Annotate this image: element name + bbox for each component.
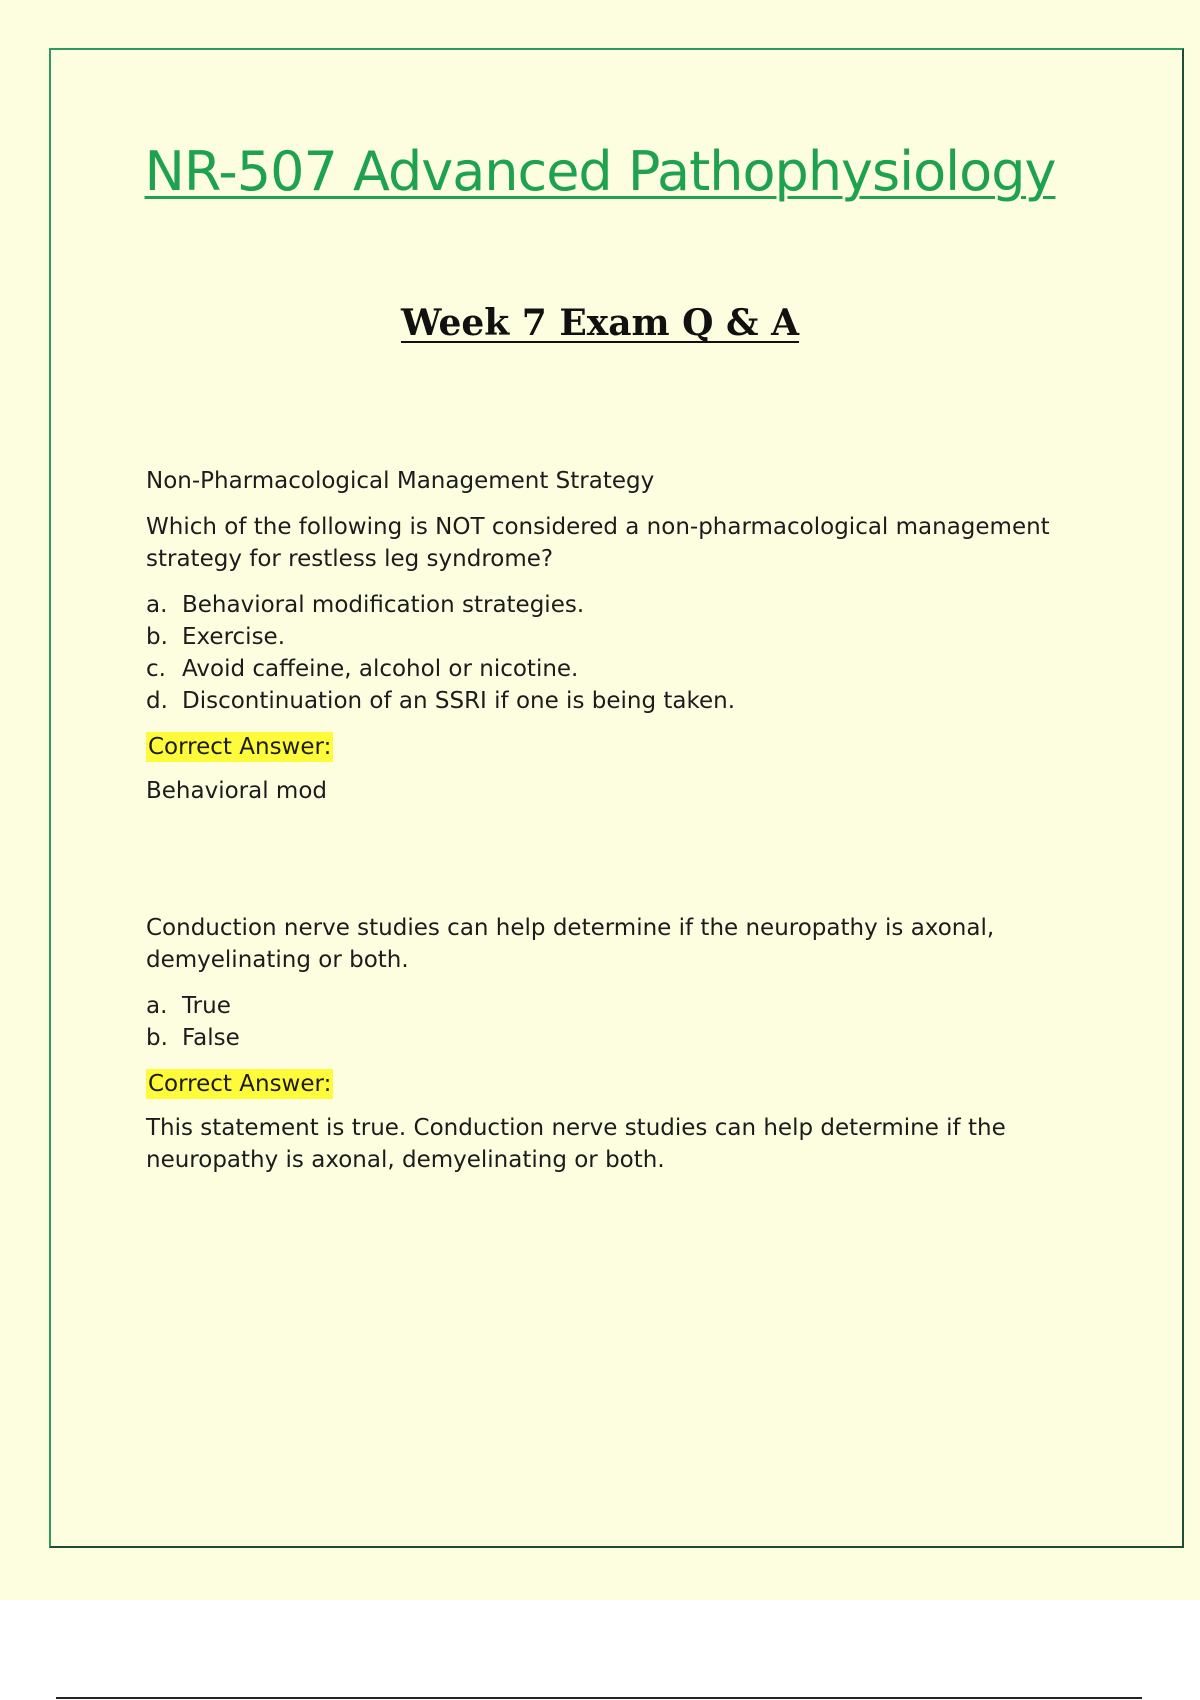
footer-divider [56, 1697, 1142, 1699]
document-subtitle-text: Week 7 Exam Q & A [400, 302, 800, 344]
option-a [146, 589, 1066, 621]
correct-answer-label [146, 731, 1066, 763]
option-text: True [182, 993, 231, 1019]
option-d [146, 685, 1066, 717]
option-text: Behavioral modification strategies. [182, 592, 585, 618]
answer-options [146, 990, 1066, 1054]
question-text: Conduction nerve studies can help determine if the neuropathy is axonal, demyelinating or both. [146, 915, 995, 973]
document-title [0, 140, 1200, 203]
qa-content [146, 465, 1066, 1176]
option-a [146, 990, 1066, 1022]
question-block-1 [146, 465, 1066, 807]
correct-answer-text: This statement is true. Conduction nerve studies can help determine if the neuropathy is axonal, demyelinating or both. [146, 1115, 1006, 1173]
option-letter: a. [146, 592, 168, 618]
option-c [146, 653, 1066, 685]
question-topic: Non-Pharmacological Management Strategy [146, 468, 655, 494]
correct-answer-label [146, 1068, 1066, 1100]
option-text: False [182, 1025, 240, 1051]
correct-answer-highlight: Correct Answer: [148, 1071, 332, 1097]
option-text: Discontinuation of an SSRI if one is being taken. [182, 688, 736, 714]
option-letter: c. [146, 656, 166, 682]
document-title-text: NR-507 Advanced Pathophysiology [144, 140, 1056, 203]
option-letter: b. [146, 1025, 168, 1051]
option-b [146, 621, 1066, 653]
option-letter: d. [146, 688, 168, 714]
document-subtitle [0, 302, 1200, 344]
option-text: Avoid caffeine, alcohol or nicotine. [182, 656, 579, 682]
correct-answer-highlight: Correct Answer: [148, 734, 332, 760]
question-block-2 [146, 912, 1066, 1176]
correct-answer-text: Behavioral mod [146, 778, 328, 804]
option-text: Exercise. [182, 624, 286, 650]
option-letter: b. [146, 624, 168, 650]
option-letter: a. [146, 993, 168, 1019]
option-b [146, 1022, 1066, 1054]
answer-options [146, 589, 1066, 717]
question-text: Which of the following is NOT considered a non-pharmacological management strategy for restless leg syndrome? [146, 514, 1050, 572]
